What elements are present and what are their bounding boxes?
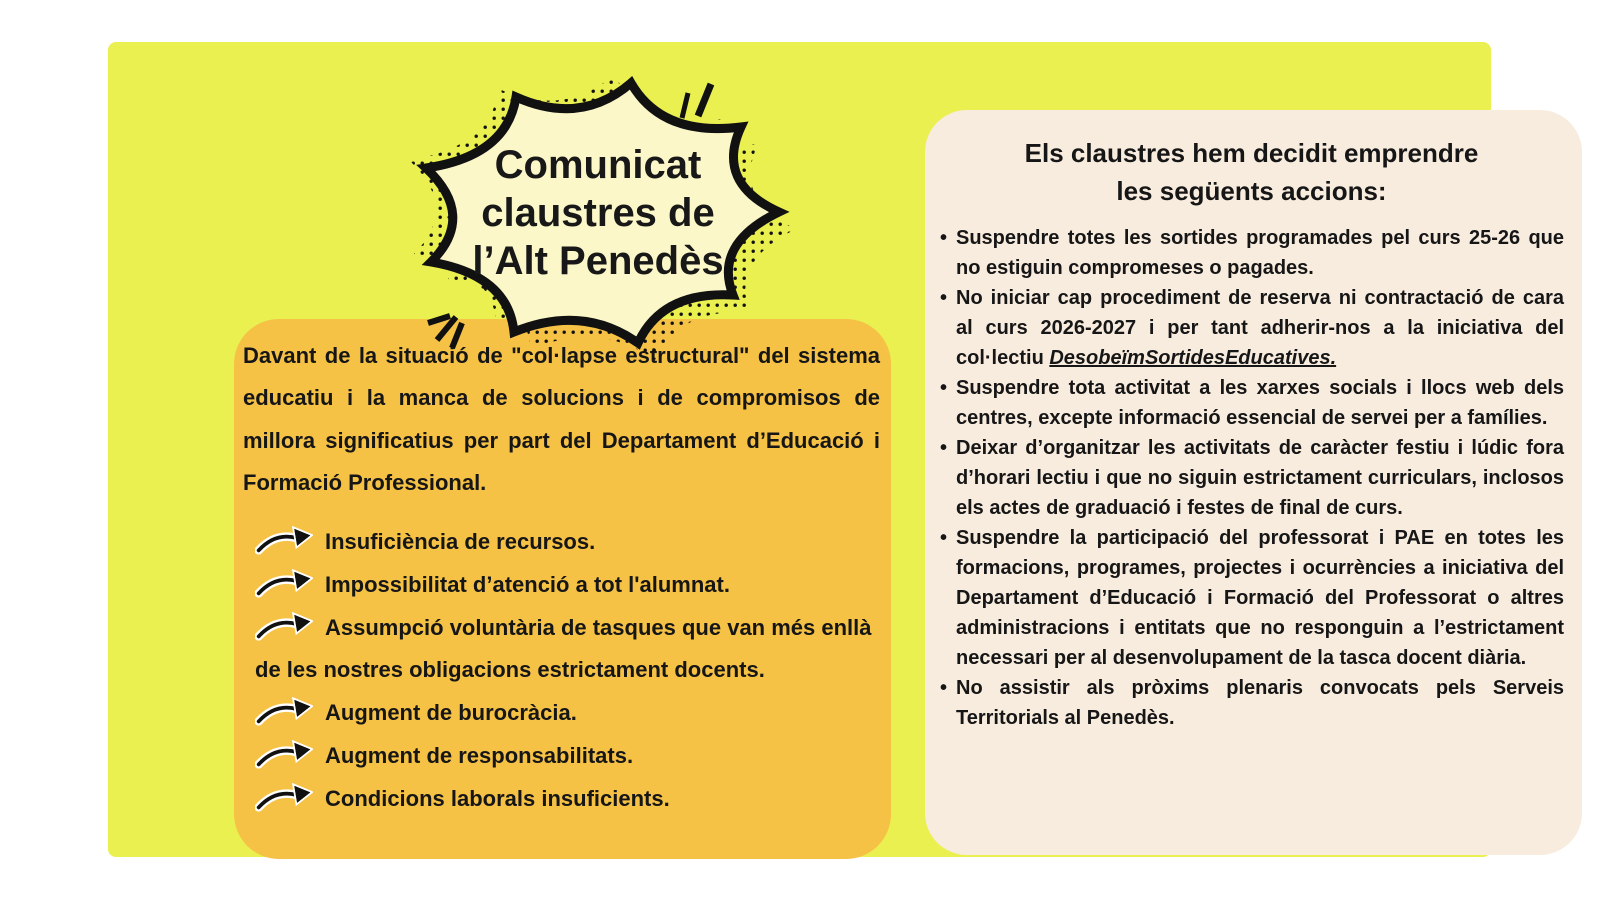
action-item [939, 673, 1564, 733]
actions-heading-line: les següents accions: [1116, 176, 1387, 207]
actions-heading [939, 134, 1564, 210]
action-text: Suspendre tota activitat a les xarxes socials i llocs web dels centres, excepte informació essencial de servei per a famílies. [956, 377, 1564, 430]
curved-arrow-icon [255, 569, 313, 599]
issue-item [243, 564, 880, 607]
action-text: Suspendre totes les sortides programades pel curs 25-26 que no estiguin compromeses o pagades. [956, 227, 1564, 280]
issue-item [243, 735, 880, 778]
issue-item [243, 778, 880, 821]
curved-arrow-icon [255, 740, 313, 770]
issue-text: Impossibilitat d’atenció a tot l'alumnat. [325, 571, 730, 597]
action-text: No iniciar cap procediment de reserva ni contractació de cara al curs 2026-2027 i per tant adherir-nos a la iniciativa del col·lectiu [956, 287, 1564, 370]
issue-text: Augment de burocràcia. [325, 700, 577, 726]
issue-list [243, 521, 880, 821]
issue-text: Insuficiència de recursos. [325, 528, 596, 554]
action-text: No assistir als pròxims plenaris convocats pels Serveis Territorials al Penedès. [956, 677, 1564, 730]
issue-item [243, 521, 880, 564]
action-text: Deixar d’organitzar les activitats de caràcter festiu i lúdic fora d’horari lectiu i que no siguin estrictament curriculars, inclosos els actes de graduació i festes de final de curs. [956, 437, 1564, 520]
issue-text: Condicions laborals insuficients. [325, 786, 670, 812]
actions-heading-line: Els claustres hem decidit emprendre [1024, 138, 1479, 168]
action-item [939, 433, 1564, 523]
intro-paragraph: Davant de la situació de "col·lapse estructural" del sistema educatiu i la manca de solucions i de compromisos de millora significatius per part del Departament d’Educació i Formació Professional. [243, 343, 880, 496]
curved-arrow-icon [255, 612, 313, 642]
action-item [939, 283, 1564, 373]
collective-name-text: DesobeïmSortidesEducatives. [1049, 347, 1337, 370]
actions-panel [925, 110, 1582, 855]
badge-title-line: l’Alt Penedès [472, 239, 724, 283]
issue-item [243, 607, 880, 693]
badge-title-line: Comunicat [494, 143, 702, 187]
issue-text: Assumpció voluntària de tasques que van més enllà de les nostres obligacions estrictament docents. [255, 614, 872, 683]
spark-marks-bottom [428, 316, 462, 348]
action-item [939, 523, 1564, 673]
action-text: Suspendre la participació del professorat i PAE en totes les formacions, programes, projectes i ocurrències a iniciativa del Departament d’Educació i Formació del Professorat o altres administracions i entitats que no responguin a l’estrictament necessari per al desenvolupament de la tasca docent diària. [956, 527, 1564, 670]
spark-marks-top [682, 84, 711, 118]
intro-panel [234, 319, 891, 859]
poster-canvas [108, 42, 1564, 857]
curved-arrow-icon [255, 783, 313, 813]
badge-title-line: claustres de [481, 191, 715, 235]
curved-arrow-icon [255, 697, 313, 727]
issue-item [243, 692, 880, 735]
action-item [939, 373, 1564, 433]
action-item [939, 223, 1564, 283]
issue-text: Augment de responsabilitats. [325, 743, 634, 769]
action-list [939, 223, 1564, 733]
badge-title [430, 141, 766, 285]
curved-arrow-icon [255, 526, 313, 556]
